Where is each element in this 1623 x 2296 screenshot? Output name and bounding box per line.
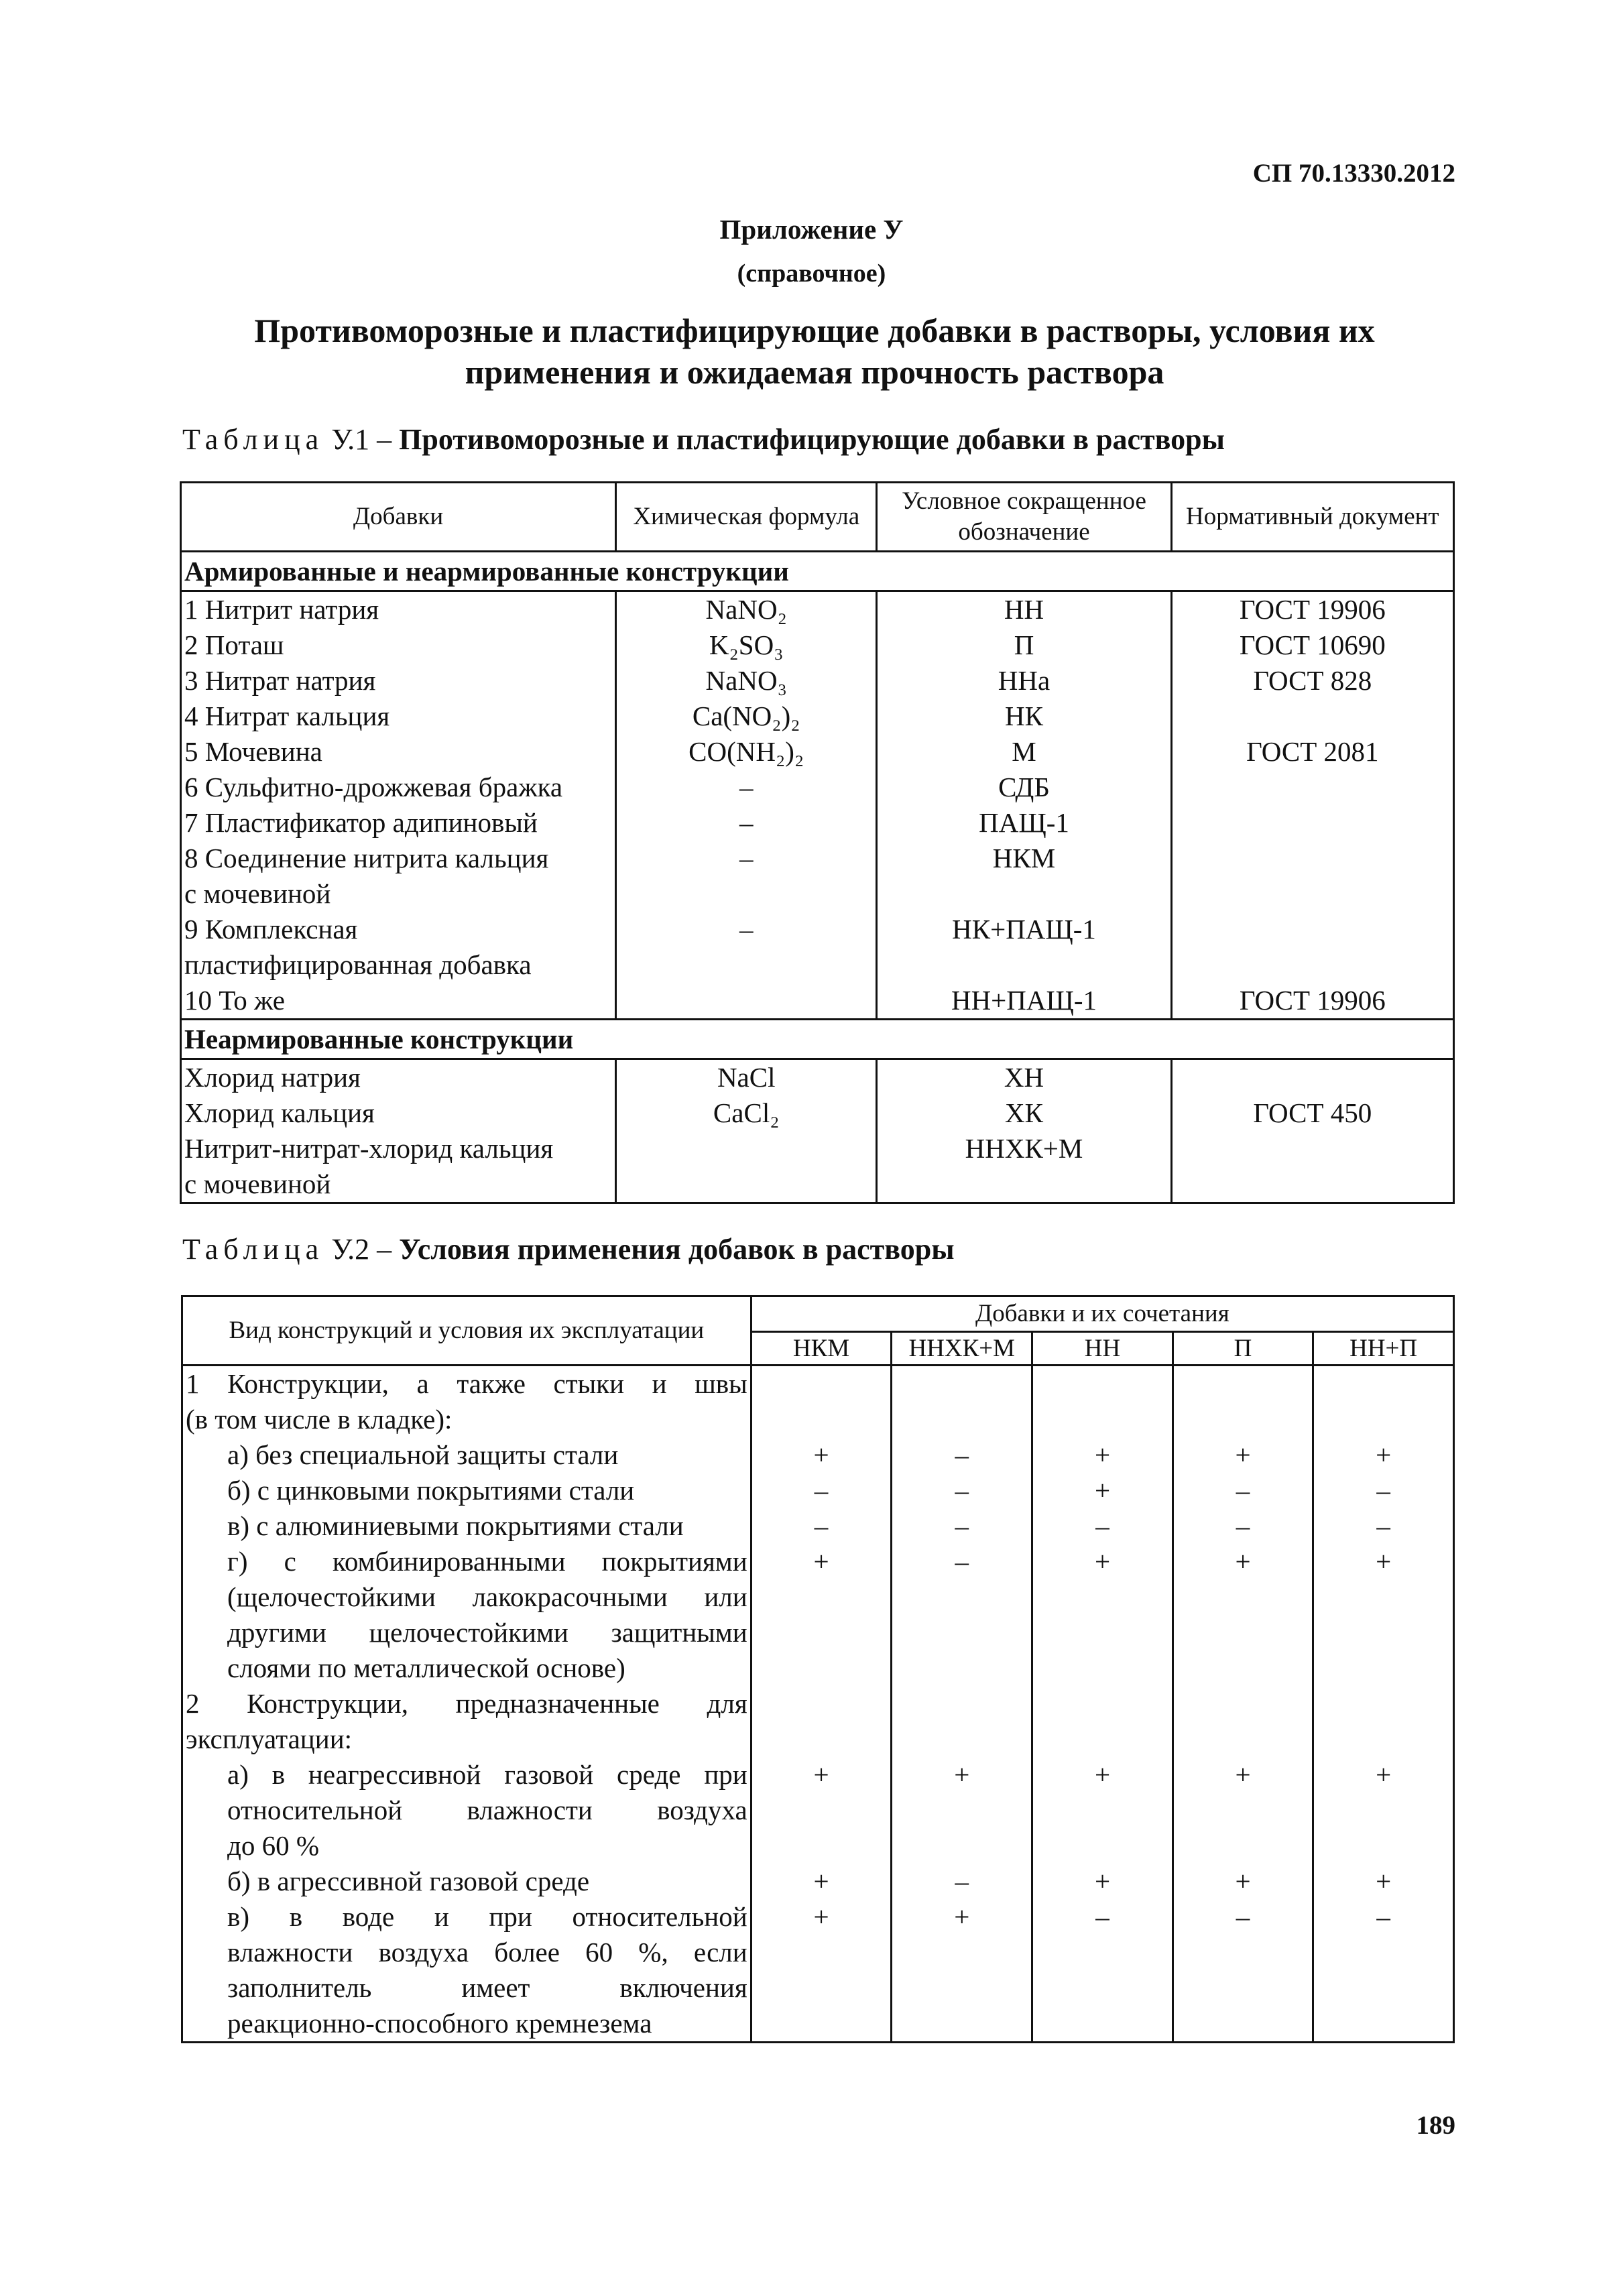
condition-line: 1 Конструкции, а также стыки и швы (186, 1368, 747, 1399)
table2-caption-number: У.2 – (324, 1233, 400, 1266)
applicability-mark (1177, 1615, 1309, 1650)
additive-name: с мочевиной (184, 1168, 331, 1199)
additive-abbreviation: НН (1004, 594, 1044, 625)
additive-name: 2 Поташ (184, 629, 284, 660)
additive-abbreviation: ПАЩ-1 (979, 807, 1069, 838)
condition-line: б) с цинковыми покрытиями стали (227, 1475, 635, 1506)
applicability-mark (1317, 1970, 1450, 2006)
applicability-mark (1036, 1935, 1169, 1970)
additive-abbreviation: НН+ПАЩ-1 (951, 985, 1097, 1016)
applicability-mark (1036, 1793, 1169, 1828)
applicability-mark (1036, 1579, 1169, 1615)
normative-document: ГОСТ 450 (1253, 1097, 1372, 1128)
chemical-formula: – (739, 914, 754, 945)
applicability-mark: + (1094, 1866, 1111, 1896)
applicability-mark (1177, 1650, 1309, 1686)
additive-name: 1 Нитрит натрия (184, 594, 379, 625)
applicability-mark (1177, 1935, 1309, 1970)
applicability-mark: + (1235, 1546, 1251, 1577)
condition-line: в) с алюминиевыми покрытиями стали (227, 1510, 684, 1541)
applicability-mark (1317, 1615, 1450, 1650)
applicability-mark: – (1095, 1510, 1109, 1541)
application-conditions-table (181, 1295, 1455, 2043)
applicability-mark (895, 1686, 1028, 1721)
applicability-mark: + (1376, 1439, 1392, 1470)
additive-abbreviation: М (1012, 736, 1036, 767)
applicability-mark (755, 1686, 888, 1721)
applicability-mark (1036, 1970, 1169, 2006)
table1-section-reinforced: Армированные и неармированные конструкции (181, 552, 1454, 591)
applicability-mark: + (813, 1759, 829, 1790)
chemical-formula: K₂SO₃ (709, 629, 784, 660)
normative-document: ГОСТ 19906 (1239, 985, 1386, 1016)
condition-line: заполнитель имеет включения (227, 1972, 747, 2003)
chemical-formula: NaNO₂ (705, 594, 787, 625)
table1-names-column (181, 591, 616, 1020)
applicability-mark (755, 1793, 888, 1828)
applicability-mark: + (813, 1546, 829, 1577)
page-number: 189 (1416, 2111, 1455, 2140)
condition-line: г) с комбинированными покрытиями (227, 1546, 747, 1577)
applicability-mark (1177, 1686, 1309, 1721)
normative-document (1175, 841, 1450, 876)
additive-abbreviation: ННа (998, 665, 1050, 696)
applicability-mark (755, 1402, 888, 1437)
applicability-mark (1317, 1793, 1450, 1828)
applicability-mark (895, 1970, 1028, 2006)
applicability-mark: – (814, 1475, 829, 1506)
table2-marks-column (751, 1366, 892, 2043)
additive-name: 4 Нитрат кальция (184, 701, 390, 731)
applicability-mark: + (1376, 1759, 1392, 1790)
additive-abbreviation: СДБ (998, 772, 1050, 802)
applicability-mark (895, 1935, 1028, 1970)
applicability-mark: + (1235, 1759, 1251, 1790)
additive-abbreviation: НК (1005, 701, 1043, 731)
appendix-subtitle: (справочное) (737, 259, 886, 288)
table1-section-row (181, 1020, 1454, 1059)
normative-document (1175, 912, 1450, 947)
main-title: Противоморозные и пластифицирующие добавки в растворы, условия их применения и ожидаемая прочность раствора (254, 312, 1375, 391)
applicability-mark (1177, 1721, 1309, 1757)
applicability-mark: – (1236, 1510, 1250, 1541)
chemical-formula (619, 1166, 873, 1202)
table1-section-row (181, 552, 1454, 591)
applicability-mark (1036, 1686, 1169, 1721)
condition-line: эксплуатации: (186, 1724, 353, 1754)
condition-line: влажности воздуха более 60 %, если (227, 1937, 747, 1968)
condition-line: до 60 % (227, 1830, 320, 1861)
condition-line: а) без специальной защиты стали (227, 1439, 619, 1470)
table2-marks-column (1313, 1366, 1454, 2043)
applicability-mark (1036, 2006, 1169, 2041)
table1-names-column (181, 1059, 616, 1203)
applicability-mark: + (954, 1759, 970, 1790)
table2-header-row (182, 1296, 1454, 1332)
normative-document (1175, 947, 1450, 983)
chemical-formula: Ca(NO₂)₂ (692, 701, 800, 731)
applicability-mark (1317, 1721, 1450, 1757)
table1-abbr-column (877, 591, 1171, 1020)
additive-name: Хлорид кальция (184, 1097, 375, 1128)
chemical-formula: – (739, 772, 754, 802)
table1-caption (182, 422, 1225, 457)
additive-abbreviation: ХК (1005, 1097, 1043, 1128)
chemical-formula: CO(NH₂)₂ (688, 736, 804, 767)
table2-col-p: П (1173, 1332, 1313, 1366)
additive-name: 10 То же (184, 985, 285, 1016)
additive-name: Хлорид натрия (184, 1062, 361, 1093)
applicability-mark (1317, 1650, 1450, 1686)
condition-line: 2 Конструкции, предназначенные для (186, 1688, 747, 1719)
additive-abbreviation: НК+ПАЩ-1 (952, 914, 1096, 945)
applicability-mark (1317, 2006, 1450, 2041)
table1-header-formula: Химическая формула (616, 483, 877, 552)
applicability-mark: – (1376, 1510, 1390, 1541)
normative-document (1175, 1131, 1450, 1166)
chemical-formula (619, 876, 873, 912)
table1-caption-prefix: Таблица (182, 423, 324, 456)
additive-name: 3 Нитрат натрия (184, 665, 376, 696)
table2-marks-column (892, 1366, 1032, 2043)
table1-header-abbr: Условное сокращенное обозначение (877, 483, 1171, 552)
condition-line: относительной влажности воздуха (227, 1795, 747, 1825)
table1-docs-column (1171, 591, 1453, 1020)
applicability-mark (1036, 1721, 1169, 1757)
applicability-mark (895, 1579, 1028, 1615)
applicability-mark (1177, 1828, 1309, 1864)
table1-section-unreinforced: Неармированные конструкции (181, 1020, 1454, 1059)
table2-col-nn: НН (1032, 1332, 1173, 1366)
applicability-mark (1177, 2006, 1309, 2041)
applicability-mark: – (1236, 1475, 1250, 1506)
applicability-mark: + (1094, 1475, 1111, 1506)
additive-abbreviation (880, 947, 1167, 983)
applicability-mark (1177, 1793, 1309, 1828)
applicability-mark (895, 1828, 1028, 1864)
table1-body-unreinforced (181, 1059, 1454, 1203)
applicability-mark (895, 1650, 1028, 1686)
table1-header-additive: Добавки (181, 483, 616, 552)
table1-formulas-column (616, 1059, 877, 1203)
table2-conditions-column (182, 1366, 752, 2043)
additive-name: 9 Комплексная (184, 914, 358, 945)
table1-caption-number: У.1 – (324, 423, 400, 456)
applicability-mark: + (813, 1866, 829, 1896)
applicability-mark (1036, 1828, 1169, 1864)
applicability-mark: – (955, 1546, 969, 1577)
applicability-mark (755, 1366, 888, 1402)
table2-marks-column (1173, 1366, 1313, 2043)
table2-caption-title: Условия применения добавок в растворы (399, 1233, 955, 1266)
applicability-mark (755, 1721, 888, 1757)
chemical-formula: – (739, 807, 754, 838)
table1-header-row (181, 483, 1454, 552)
table2-col-nn-p: НН+П (1313, 1332, 1454, 1366)
table2-header-group: Добавки и их сочетания (751, 1296, 1453, 1332)
applicability-mark: – (955, 1510, 969, 1541)
appendix-title: Приложение У (719, 214, 904, 245)
applicability-mark (755, 1935, 888, 1970)
applicability-mark (1177, 1579, 1309, 1615)
applicability-mark: – (955, 1475, 969, 1506)
normative-document (1175, 1060, 1450, 1095)
applicability-mark (755, 1828, 888, 1864)
chemical-formula: NaCl (717, 1062, 776, 1093)
table2-col-nkm: НКМ (751, 1332, 892, 1366)
additive-abbreviation: ХН (1004, 1062, 1044, 1093)
applicability-mark (895, 1366, 1028, 1402)
normative-document (1175, 699, 1450, 734)
additive-abbreviation (880, 876, 1167, 912)
additive-name: 6 Сульфитно-дрожжевая бражка (184, 772, 563, 802)
applicability-mark (1177, 1970, 1309, 2006)
applicability-mark: + (1094, 1546, 1111, 1577)
applicability-mark: + (813, 1439, 829, 1470)
applicability-mark (1177, 1366, 1309, 1402)
applicability-mark (1036, 1615, 1169, 1650)
additive-name: 5 Мочевина (184, 736, 322, 767)
condition-line: другими щелочестойкими защитными (227, 1617, 747, 1648)
additive-abbreviation: НКМ (992, 843, 1056, 873)
applicability-mark (755, 1579, 888, 1615)
table2-marks-column (1032, 1366, 1173, 2043)
document-code: СП 70.13330.2012 (1252, 159, 1455, 188)
applicability-mark: – (1376, 1901, 1390, 1932)
applicability-mark: – (1236, 1901, 1250, 1932)
chemical-formula (619, 947, 873, 983)
applicability-mark (1317, 1402, 1450, 1437)
table1-caption-title: Противоморозные и пластифицирующие добавки в растворы (399, 423, 1225, 456)
additive-abbreviation (880, 1166, 1167, 1202)
table2-caption (182, 1232, 955, 1266)
applicability-mark (1177, 1402, 1309, 1437)
table2-caption-prefix: Таблица (182, 1233, 324, 1266)
chemical-formula (619, 1131, 873, 1166)
applicability-mark (755, 1615, 888, 1650)
applicability-mark: + (1235, 1439, 1251, 1470)
applicability-mark: + (1094, 1439, 1111, 1470)
applicability-mark (755, 1650, 888, 1686)
applicability-mark (895, 1793, 1028, 1828)
applicability-mark (1036, 1366, 1169, 1402)
additive-name: 7 Пластификатор адипиновый (184, 807, 538, 838)
chemical-formula: NaNO₃ (705, 665, 787, 696)
additives-table (180, 481, 1455, 1204)
normative-document (1175, 1166, 1450, 1202)
table2-body (182, 1366, 1454, 2043)
condition-line: (в том числе в кладке): (186, 1404, 453, 1435)
normative-document (1175, 876, 1450, 912)
chemical-formula (619, 983, 873, 1018)
additive-abbreviation: ННХК+М (965, 1133, 1083, 1164)
additive-name: 8 Соединение нитрита кальция (184, 843, 549, 873)
normative-document: ГОСТ 2081 (1246, 736, 1379, 767)
applicability-mark (895, 2006, 1028, 2041)
condition-line: слоями по металлической основе) (227, 1652, 625, 1683)
applicability-mark: – (955, 1866, 969, 1896)
applicability-mark: – (814, 1510, 829, 1541)
condition-line: в) в воде и при относительной (227, 1901, 747, 1932)
additive-abbreviation: П (1014, 629, 1034, 660)
applicability-mark: + (1235, 1866, 1251, 1896)
condition-line: реакционно-способного кремнезема (227, 2008, 652, 2039)
applicability-mark: – (955, 1439, 969, 1470)
normative-document: ГОСТ 10690 (1239, 629, 1386, 660)
applicability-mark (1036, 1402, 1169, 1437)
applicability-mark: + (1094, 1759, 1111, 1790)
applicability-mark (1317, 1686, 1450, 1721)
applicability-mark: + (1376, 1546, 1392, 1577)
additive-name: пластифицированная добавка (184, 949, 532, 980)
table2-header-construction: Вид конструкций и условия их эксплуатации (182, 1296, 752, 1366)
applicability-mark: + (813, 1901, 829, 1932)
applicability-mark (755, 2006, 888, 2041)
table2-col-nnhk-m: ННХК+М (892, 1332, 1032, 1366)
applicability-mark (1317, 1935, 1450, 1970)
applicability-mark (1317, 1828, 1450, 1864)
condition-line: б) в агрессивной газовой среде (227, 1866, 590, 1896)
normative-document: ГОСТ 19906 (1239, 594, 1386, 625)
applicability-mark: – (1095, 1901, 1109, 1932)
applicability-mark (1317, 1579, 1450, 1615)
applicability-mark (895, 1402, 1028, 1437)
additive-name: с мочевиной (184, 878, 331, 909)
applicability-mark (895, 1721, 1028, 1757)
additive-name: Нитрит-нитрат-хлорид кальция (184, 1133, 554, 1164)
applicability-mark (895, 1615, 1028, 1650)
normative-document (1175, 770, 1450, 805)
normative-document: ГОСТ 828 (1253, 665, 1372, 696)
normative-document (1175, 805, 1450, 841)
applicability-mark: + (1376, 1866, 1392, 1896)
applicability-mark: + (954, 1901, 970, 1932)
applicability-mark (1036, 1650, 1169, 1686)
chemical-formula: CaCl₂ (713, 1097, 780, 1128)
table1-docs-column (1171, 1059, 1453, 1203)
applicability-mark (755, 1970, 888, 2006)
table1-formulas-column (616, 591, 877, 1020)
table1-header-document: Нормативный документ (1171, 483, 1453, 552)
chemical-formula: – (739, 843, 754, 873)
table1-abbr-column (877, 1059, 1171, 1203)
condition-line: а) в неагрессивной газовой среде при (227, 1759, 747, 1790)
table1-body-reinforced (181, 591, 1454, 1020)
condition-line: (щелочестойкими лакокрасочными или (227, 1581, 747, 1612)
applicability-mark (1317, 1366, 1450, 1402)
applicability-mark: – (1376, 1475, 1390, 1506)
